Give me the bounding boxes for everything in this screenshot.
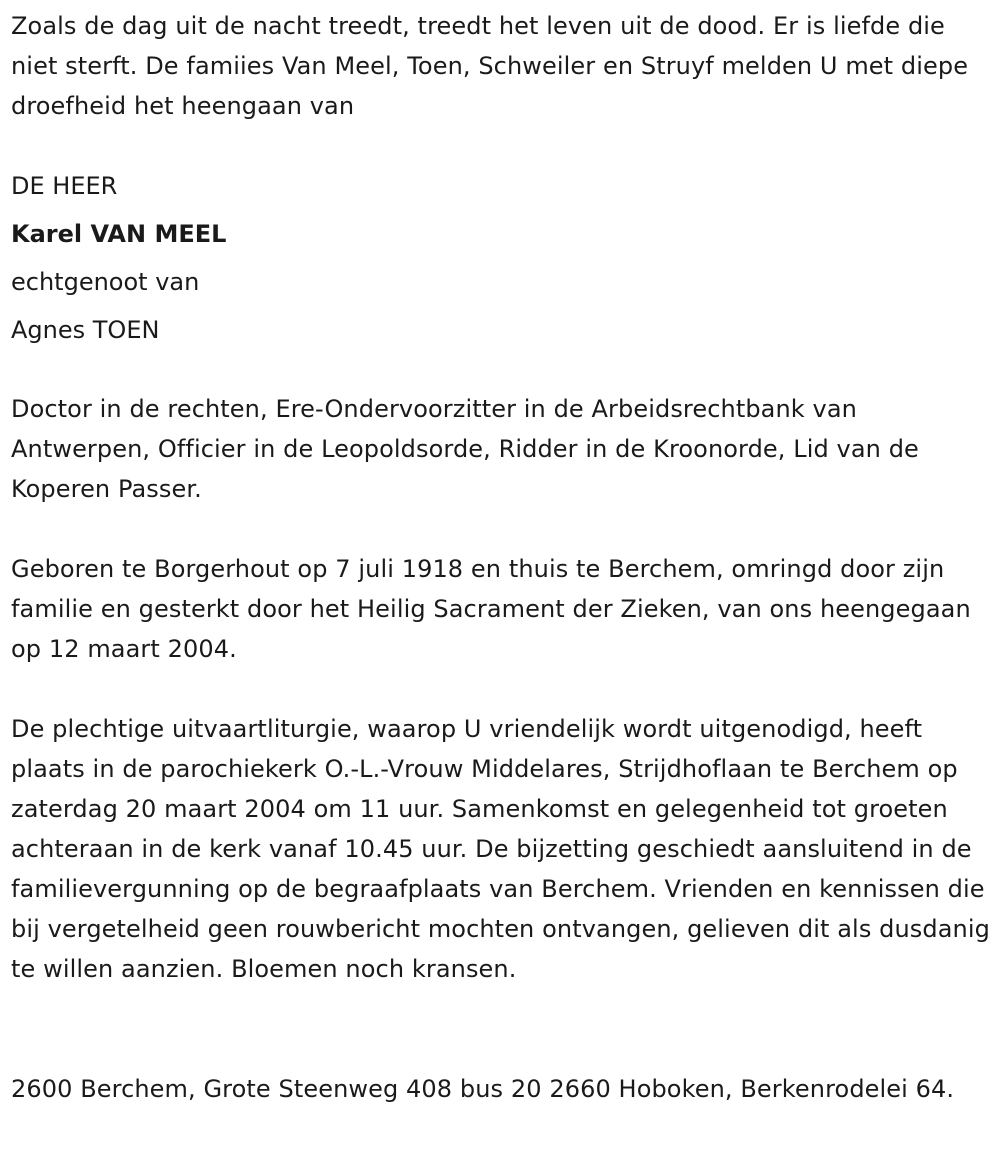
- address-paragraph: 2600 Berchem, Grote Steenweg 408 bus 20 2660 Hoboken, Berkenrodelei 64.: [11, 1075, 955, 1103]
- titles-paragraph: Doctor in de rechten, Ere-Ondervoorzitter in de Arbeidsrechtbank van Antwerpen, Officier in de Leopoldsorde, Ridder in de Kroonorde, Lid van de Koperen Passer.: [11, 395, 919, 503]
- funeral-paragraph: De plechtige uitvaartliturgie, waarop U vriendelijk wordt uitgenodigd, heeft plaats in de parochiekerk O.-L.-Vrouw Middelares, Strijdhoflaan te Berchem op zaterdag 20 maart 2004 om 11 uur. Samenkomst en gelegenheid tot groeten achteraan in de kerk vanaf 10.45 uur. De bijzetting geschiedt aansluitend in de familievergunning op de begraafplaats van Berchem. Vrienden en kennissen die bij vergetelheid geen rouwbericht mochten ontvangen, gelieven dit als dusdanig te willen aanzien. Bloemen noch kransen.: [11, 715, 990, 983]
- birth-death-paragraph: Geboren te Borgerhout op 7 juli 1918 en thuis te Berchem, omringd door zijn familie en gesterkt door het Heilig Sacrament der Zieken, van ons heengegaan op 12 maart 2004.: [11, 555, 971, 663]
- intro-paragraph: Zoals de dag uit de nacht treedt, treedt het leven uit de dood. Er is liefde die niet sterft. De famiies Van Meel, Toen, Schweiler en Struyf melden U met diepe droefheid het heengaan van: [11, 12, 969, 120]
- deceased-name: Karel VAN MEEL: [11, 220, 227, 248]
- relation-label: echtgenoot van: [11, 268, 200, 296]
- spouse-name: Agnes TOEN: [11, 316, 160, 344]
- honorific-title: DE HEER: [11, 172, 118, 200]
